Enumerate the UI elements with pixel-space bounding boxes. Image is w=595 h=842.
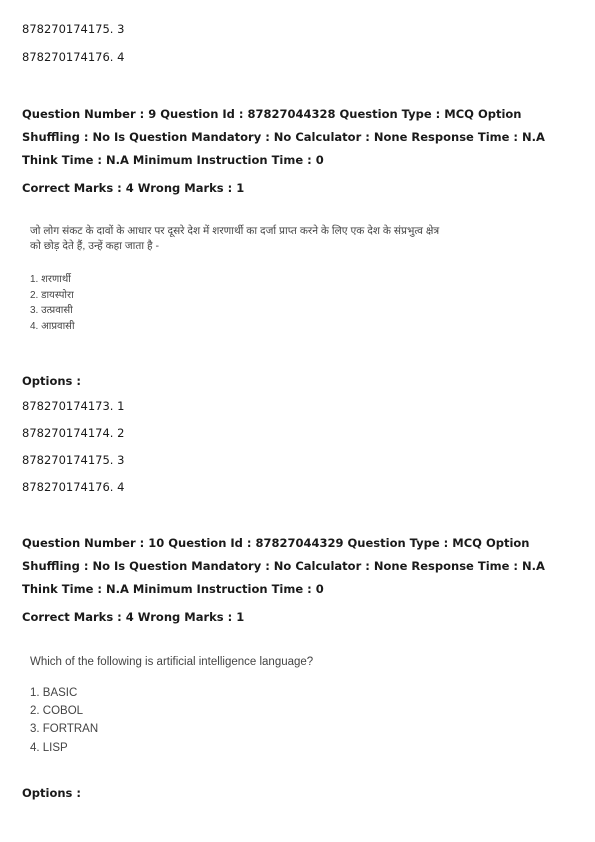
option-number: 4	[117, 480, 125, 494]
option-row	[22, 426, 124, 440]
question-10-options-label: Options :	[22, 786, 81, 800]
question-9-choice-list	[30, 272, 75, 334]
option-number: 1	[117, 399, 125, 413]
option-id: 878270174173.	[22, 399, 114, 413]
option-number: 2	[117, 426, 125, 440]
option-row	[22, 480, 124, 494]
option-id: 878270174176.	[22, 480, 114, 494]
question-10-choice-list	[30, 684, 98, 757]
question-9-choice: 2. डायस्पोरा	[30, 289, 74, 301]
option-id: 878270174175.	[22, 22, 114, 36]
question-9-marks: Correct Marks : 4 Wrong Marks : 1	[22, 181, 245, 195]
option-row	[22, 453, 124, 467]
question-9-choice: 1. शरणार्थी	[30, 274, 71, 285]
question-10-choice: 2. COBOL	[30, 705, 84, 718]
question-10-text: Which of the following is artificial intelligence language?	[30, 656, 314, 668]
option-number: 4	[117, 50, 125, 64]
option-row	[22, 399, 124, 413]
option-row	[22, 22, 124, 36]
option-id: 878270174175.	[22, 453, 114, 467]
question-9-options-label: Options :	[22, 374, 81, 388]
question-9-header: Question Number : 9 Question Id : 87827044328 Question Type : MCQ Option Shuffling : No Is Question Mandatory : No Calculator : None Response Time : N.A Think Time : N.A Minimum Instruction Time : 0	[22, 107, 545, 167]
question-10-marks: Correct Marks : 4 Wrong Marks : 1	[22, 610, 245, 624]
option-row	[22, 50, 124, 64]
option-id: 878270174174.	[22, 426, 114, 440]
question-9-choice: 4. आप्रवासी	[30, 320, 75, 332]
question-10-choice: 1. BASIC	[30, 687, 78, 699]
option-number: 3	[117, 22, 125, 36]
question-9-choice: 3. उत्प्रवासी	[30, 305, 73, 316]
option-id: 878270174176.	[22, 50, 114, 64]
question-10-choice: 4. LISP	[30, 741, 68, 754]
question-10-choice: 3. FORTRAN	[30, 723, 99, 736]
option-number: 3	[117, 453, 125, 467]
question-10-header: Question Number : 10 Question Id : 87827044329 Question Type : MCQ Option Shuffling : No Is Question Mandatory : No Calculator : None Response Time : N.A Think Time : N.A Minimum Instruction Time : 0	[22, 536, 545, 596]
question-9-text: जो लोग संकट के दावों के आधार पर दूसरे देश में शरणार्थी का दर्जा प्राप्त करने के लिए एक देश के संप्रभुत्व क्षेत्र को छोड़ देते हैं, उन्हें कहा जाता है -	[30, 225, 440, 252]
